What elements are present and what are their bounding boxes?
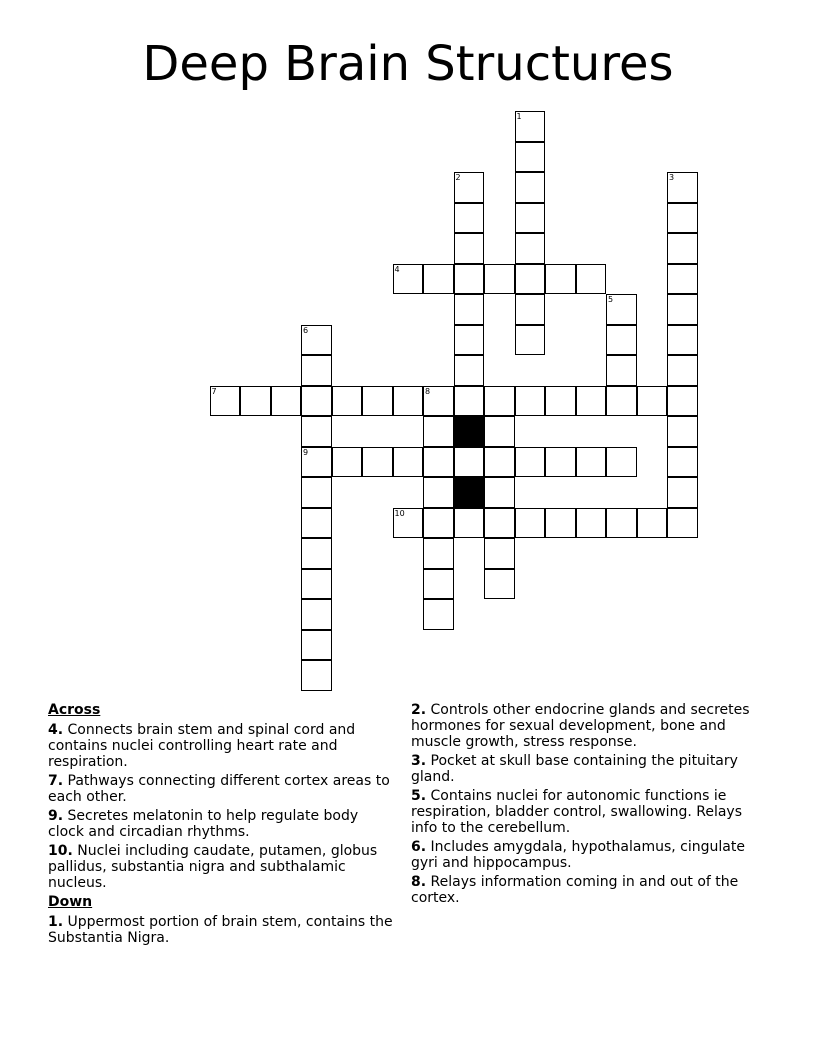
across-heading: Across: [48, 702, 101, 718]
grid-cell[interactable]: [301, 416, 332, 447]
clue-num: 8.: [411, 874, 427, 890]
grid-cell[interactable]: [423, 477, 454, 508]
clue-number: 8: [425, 386, 431, 396]
clue-item: [411, 702, 756, 750]
across-clue-list: [48, 722, 393, 891]
clue-number: 6: [303, 325, 309, 335]
grid-cell[interactable]: [667, 172, 698, 203]
clue-item: [48, 722, 393, 770]
clue-num: 1.: [48, 914, 64, 930]
grid-cell[interactable]: [484, 416, 515, 447]
grid-cell[interactable]: [667, 416, 698, 447]
grid-cell[interactable]: [606, 325, 637, 356]
grid-cell[interactable]: [667, 325, 698, 356]
grid-cell[interactable]: [301, 660, 332, 691]
grid-cell[interactable]: [576, 447, 607, 478]
clue-number: 2: [455, 173, 461, 182]
grid-cell[interactable]: [667, 508, 698, 539]
grid-cell[interactable]: [606, 355, 637, 386]
down-heading: Down: [48, 894, 93, 910]
clue-item: [411, 839, 756, 871]
clue-text: Controls other endocrine glands and secretes hormones for sexual development, bone and muscle growth, stress response.: [411, 702, 750, 750]
grid-cell[interactable]: [484, 508, 515, 539]
grid-cell[interactable]: [606, 447, 637, 478]
grid-cell[interactable]: [301, 569, 332, 600]
grid-cell[interactable]: [240, 386, 271, 417]
grid-cell[interactable]: [301, 386, 332, 417]
grid-cell[interactable]: [423, 508, 454, 539]
puzzle-title: Deep Brain Structures: [142, 36, 674, 92]
grid-cell[interactable]: [454, 447, 485, 478]
clue-text: Includes amygdala, hypothalamus, cingulate gyri and hippocampus.: [411, 839, 745, 871]
clues-left-column: [48, 702, 393, 949]
clue-number: 7: [211, 386, 217, 396]
clue-num: 5.: [411, 788, 427, 804]
grid-cell[interactable]: [667, 264, 698, 295]
grid-cell[interactable]: [454, 294, 485, 325]
grid-cell[interactable]: [606, 386, 637, 417]
grid-cell[interactable]: [362, 386, 393, 417]
grid-cell[interactable]: [423, 264, 454, 295]
grid-cell[interactable]: [301, 630, 332, 661]
grid-cell[interactable]: [515, 386, 546, 417]
clue-item: [48, 808, 393, 840]
grid-cell[interactable]: [515, 233, 546, 264]
grid-cell[interactable]: [362, 447, 393, 478]
grid-cell[interactable]: [545, 386, 576, 417]
grid-cell[interactable]: [301, 508, 332, 539]
grid-cell[interactable]: [667, 203, 698, 234]
grid-cell[interactable]: [606, 294, 637, 325]
grid-cell[interactable]: [301, 477, 332, 508]
clue-num: 7.: [48, 773, 64, 789]
grid-cell[interactable]: [454, 386, 485, 417]
grid-cell[interactable]: [515, 325, 546, 356]
blocked-cell: [454, 416, 485, 447]
clue-text: Relays information coming in and out of the cortex.: [411, 874, 739, 906]
grid-cell[interactable]: [393, 264, 424, 295]
grid-cell[interactable]: [667, 477, 698, 508]
grid-cell[interactable]: [515, 142, 546, 173]
grid-cell[interactable]: [515, 447, 546, 478]
grid-cell[interactable]: [515, 294, 546, 325]
grid-cell[interactable]: [515, 508, 546, 539]
clue-number: 10: [394, 508, 405, 518]
clue-item: [48, 914, 393, 946]
clue-number: 4: [394, 264, 400, 274]
grid-cell[interactable]: [454, 203, 485, 234]
clue-number: 9: [303, 447, 309, 457]
grid-cell[interactable]: [423, 447, 454, 478]
blocked-cell: [454, 477, 485, 508]
clue-text: Secretes melatonin to help regulate body clock and circadian rhythms.: [48, 808, 359, 840]
grid-cell[interactable]: [576, 508, 607, 539]
clue-num: 2.: [411, 702, 427, 718]
clue-text: Uppermost portion of brain stem, contains the Substantia Nigra.: [48, 914, 393, 946]
grid-cell[interactable]: [667, 447, 698, 478]
grid-cell[interactable]: [484, 538, 515, 569]
grid-cell[interactable]: [423, 538, 454, 569]
grid-cell[interactable]: [301, 538, 332, 569]
grid-cell[interactable]: [667, 355, 698, 386]
clue-number: 1: [516, 112, 522, 121]
grid-cell[interactable]: [637, 386, 668, 417]
grid-cell[interactable]: [454, 172, 485, 203]
clue-num: 9.: [48, 808, 64, 824]
grid-cell[interactable]: [545, 264, 576, 295]
clue-text: Nuclei including caudate, putamen, globus pallidus, substantia nigra and subthalamic nucleus.: [48, 843, 378, 891]
clue-num: 3.: [411, 753, 427, 769]
clue-number: 3: [669, 173, 675, 182]
grid-cell[interactable]: [454, 264, 485, 295]
grid-cell[interactable]: [484, 264, 515, 295]
grid-cell[interactable]: [576, 264, 607, 295]
grid-cell[interactable]: [454, 325, 485, 356]
grid-cell[interactable]: [484, 569, 515, 600]
grid-cell[interactable]: [667, 294, 698, 325]
grid-cell[interactable]: [332, 386, 363, 417]
grid-cell[interactable]: [454, 508, 485, 539]
grid-cell[interactable]: [484, 386, 515, 417]
clue-text: Contains nuclei for autonomic functions ie respiration, bladder control, swallowing. Relays info to the cerebellum.: [411, 788, 742, 836]
grid-cell[interactable]: [423, 599, 454, 630]
grid-cell[interactable]: [454, 355, 485, 386]
clues-right-column: [411, 702, 756, 909]
grid-cell[interactable]: [423, 386, 454, 417]
grid-cell[interactable]: [393, 386, 424, 417]
down-clue-list: [48, 914, 393, 946]
grid-cell[interactable]: [301, 599, 332, 630]
grid-cell[interactable]: [301, 325, 332, 356]
grid-cell[interactable]: [606, 508, 637, 539]
clue-text: Connects brain stem and spinal cord and contains nuclei controlling heart rate and respiration.: [48, 722, 356, 770]
grid-cell[interactable]: [271, 386, 302, 417]
clue-text: Pathways connecting different cortex areas to each other.: [48, 773, 390, 805]
grid-cell[interactable]: [667, 233, 698, 264]
grid-cell[interactable]: [210, 386, 241, 417]
grid-cell[interactable]: [484, 447, 515, 478]
grid-cell[interactable]: [423, 569, 454, 600]
clue-item: [48, 843, 393, 891]
grid-cell[interactable]: [545, 447, 576, 478]
clue-num: 6.: [411, 839, 427, 855]
clue-item: [411, 753, 756, 785]
clue-num: 10.: [48, 843, 73, 859]
clue-num: 4.: [48, 722, 64, 738]
grid-cell[interactable]: [576, 386, 607, 417]
grid-cell[interactable]: [393, 447, 424, 478]
grid-cell[interactable]: [667, 386, 698, 417]
grid-cell[interactable]: [484, 477, 515, 508]
clue-item: [411, 788, 756, 836]
grid-cell[interactable]: [515, 203, 546, 234]
grid-cell[interactable]: [515, 111, 546, 142]
grid-cell[interactable]: [423, 416, 454, 447]
grid-cell[interactable]: [301, 355, 332, 386]
grid-cell[interactable]: [301, 447, 332, 478]
grid-cell[interactable]: [515, 264, 546, 295]
grid-cell[interactable]: [637, 508, 668, 539]
grid-cell[interactable]: [332, 447, 363, 478]
grid-cell[interactable]: [393, 508, 424, 539]
grid-cell[interactable]: [454, 233, 485, 264]
down-clue-list-continued: [411, 702, 756, 906]
grid-cell[interactable]: [545, 508, 576, 539]
grid-cell[interactable]: [515, 172, 546, 203]
clue-text: Pocket at skull base containing the pituitary gland.: [411, 753, 738, 785]
clue-number: 5: [608, 295, 614, 304]
clue-item: [411, 874, 756, 906]
clue-item: [48, 773, 393, 805]
